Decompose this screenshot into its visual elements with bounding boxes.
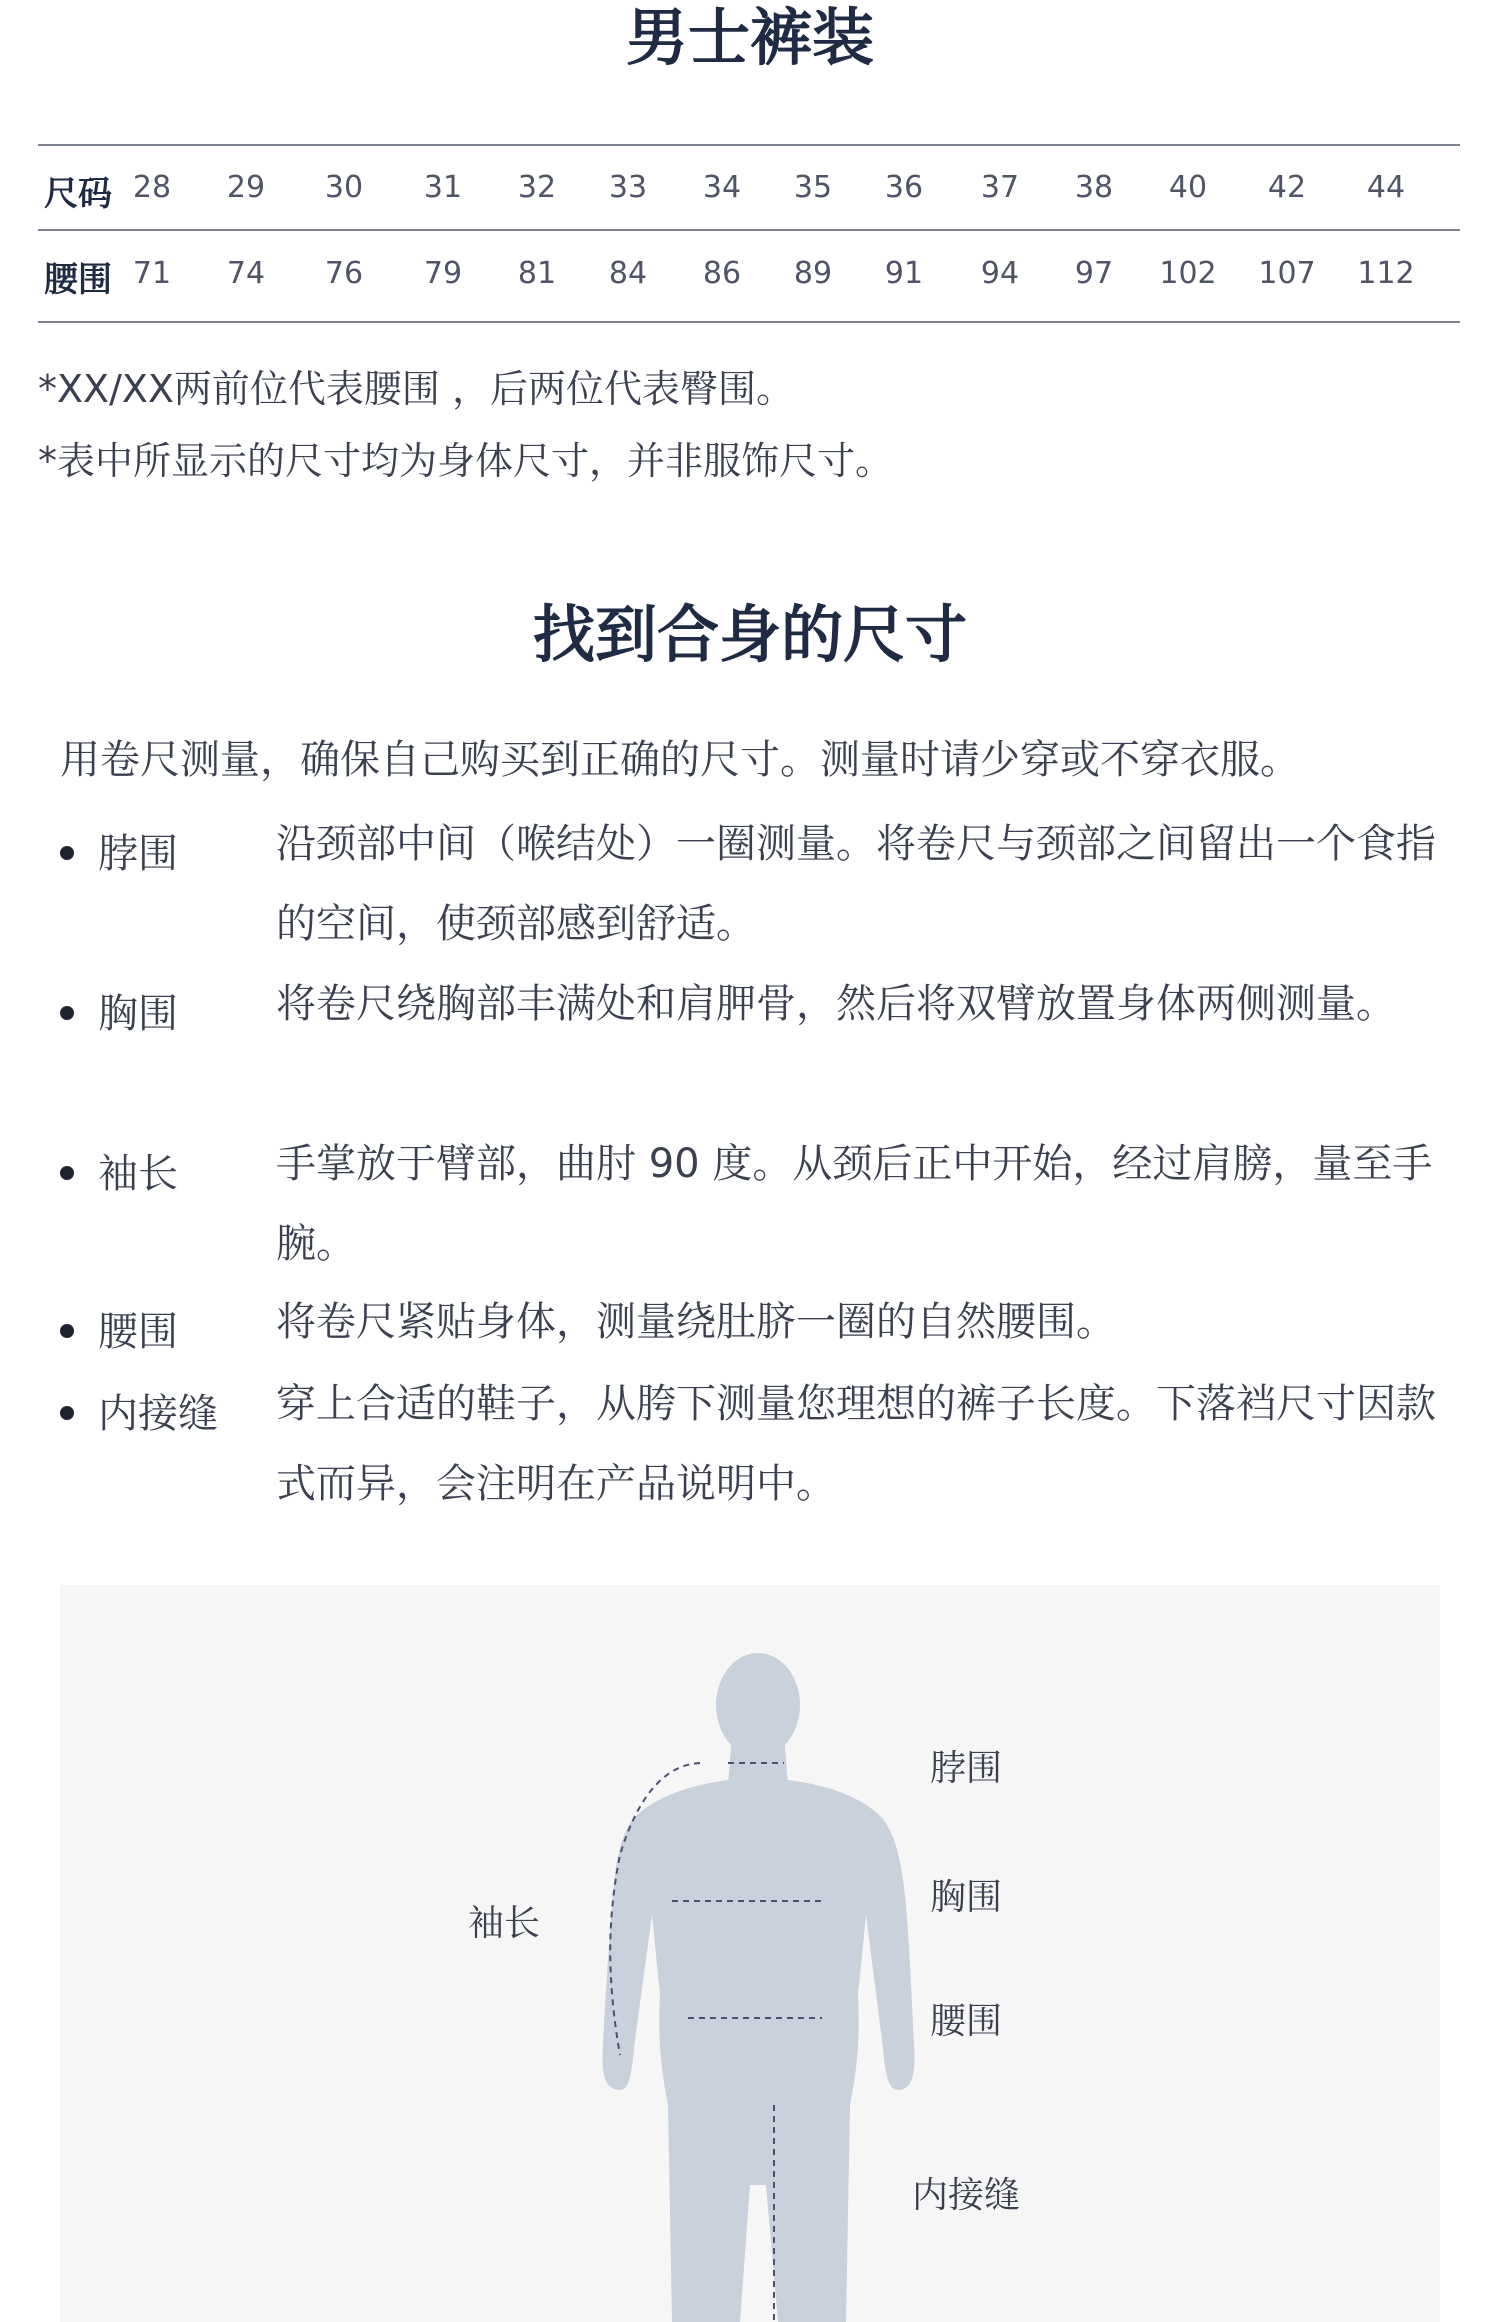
bullet-dot xyxy=(60,1324,74,1338)
bullet-dot xyxy=(60,1006,74,1020)
measurement-figure xyxy=(60,1585,1440,2322)
size-cell: 32 xyxy=(517,170,557,205)
figure-label-sleeve: 袖长 xyxy=(468,1903,541,1944)
size-cell: 35 xyxy=(793,170,833,205)
table-mid-rule xyxy=(38,229,1460,231)
waist-cell: 86 xyxy=(702,256,742,291)
bullet-dot xyxy=(60,846,74,860)
measure-label: 内接缝 xyxy=(98,1391,218,1437)
waist-cell: 74 xyxy=(226,256,266,291)
size-cell: 33 xyxy=(608,170,648,205)
find-fit-title: 找到合身的尺寸 xyxy=(532,598,967,671)
measure-desc: 将卷尺绕胸部丰满处和肩胛骨，然后将双臂放置身体两侧测量。 xyxy=(276,981,1396,1027)
size-cell: 37 xyxy=(980,170,1020,205)
measure-desc: 沿颈部中间（喉结处）一圈测量。将卷尺与颈部之间留出一个食指的空间，使颈部感到舒适。 xyxy=(276,821,1436,947)
size-cell: 40 xyxy=(1168,170,1208,205)
note-body-size: *表中所显示的尺寸均为身体尺寸，并非服饰尺寸。 xyxy=(38,439,894,483)
measure-label: 腰围 xyxy=(98,1309,178,1355)
size-cell: 28 xyxy=(132,170,172,205)
measure-intro: 用卷尺测量，确保自己购买到正确的尺寸。测量时请少穿或不穿衣服。 xyxy=(60,737,1300,783)
waist-cell: 84 xyxy=(608,256,648,291)
waist-cell: 91 xyxy=(884,256,924,291)
measure-label: 袖长 xyxy=(98,1151,178,1197)
size-row xyxy=(38,146,1460,226)
body-silhouette xyxy=(60,1585,1440,2322)
measure-label: 脖围 xyxy=(98,831,178,877)
waist-row-header: 腰围 xyxy=(44,260,112,300)
waist-cell: 107 xyxy=(1258,256,1316,291)
pants-size-title: 男士裤装 xyxy=(625,1,874,74)
figure-label-inseam: 内接缝 xyxy=(912,2175,1021,2216)
figure-label-neck: 脖围 xyxy=(930,1748,1003,1789)
waist-cell: 102 xyxy=(1159,256,1217,291)
waist-cell: 89 xyxy=(793,256,833,291)
waist-cell: 94 xyxy=(980,256,1020,291)
size-cell: 30 xyxy=(324,170,364,205)
waist-cell: 76 xyxy=(324,256,364,291)
measure-desc: 将卷尺紧贴身体，测量绕肚脐一圈的自然腰围。 xyxy=(276,1299,1116,1345)
figure-label-waist: 腰围 xyxy=(930,2001,1003,2042)
waist-cell: 81 xyxy=(517,256,557,291)
size-cell: 42 xyxy=(1267,170,1307,205)
size-cell: 31 xyxy=(423,170,463,205)
size-cell: 29 xyxy=(226,170,266,205)
waist-cell: 71 xyxy=(132,256,172,291)
waist-cell: 112 xyxy=(1357,256,1415,291)
waist-cell: 97 xyxy=(1074,256,1114,291)
measure-label: 胸围 xyxy=(98,991,178,1037)
size-cell: 44 xyxy=(1366,170,1406,205)
waist-cell: 79 xyxy=(423,256,463,291)
measure-desc: 穿上合适的鞋子，从胯下测量您理想的裤子长度。下落裆尺寸因款式而异，会注明在产品说明中。 xyxy=(276,1381,1436,1507)
size-cell: 38 xyxy=(1074,170,1114,205)
size-row-header: 尺码 xyxy=(44,174,112,214)
note-waist-hip: *XX/XX两前位代表腰围 ，后两位代表臀围。 xyxy=(38,367,795,411)
measure-desc: 手掌放于臂部，曲肘 90 度。从颈后正中开始，经过肩膀，量至手腕。 xyxy=(276,1141,1433,1267)
size-cell: 34 xyxy=(702,170,742,205)
waist-row xyxy=(38,232,1460,312)
size-cell: 36 xyxy=(884,170,924,205)
table-bottom-rule xyxy=(38,321,1460,323)
bullet-dot xyxy=(60,1166,74,1180)
figure-label-chest: 胸围 xyxy=(930,1877,1003,1918)
bullet-dot xyxy=(60,1406,74,1420)
